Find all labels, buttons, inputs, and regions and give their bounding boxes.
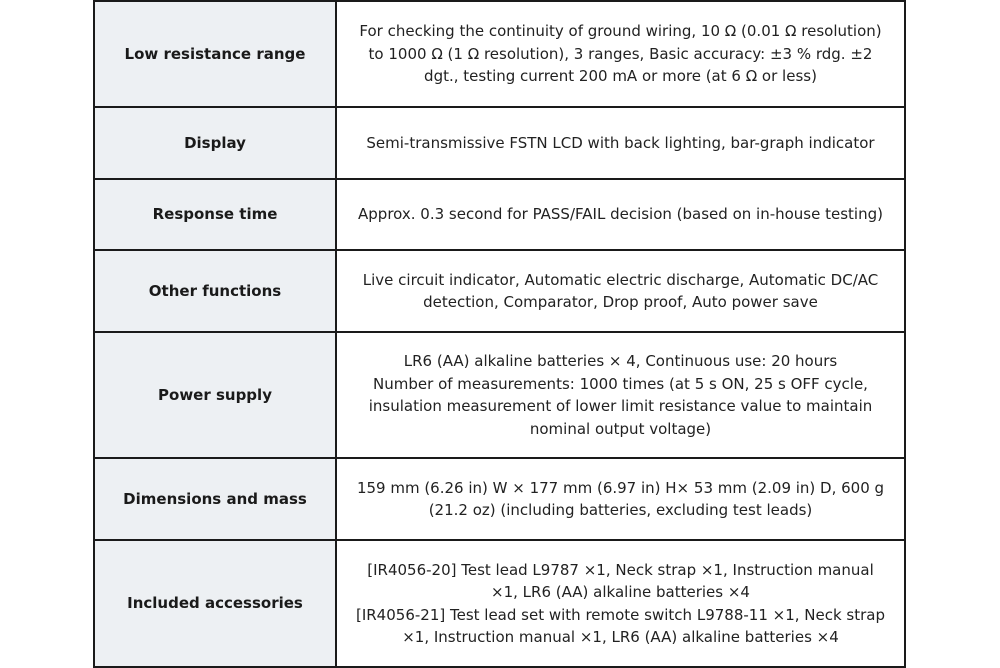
table-row-dimensions-and-mass <box>94 458 905 540</box>
row-value-line: [IR4056-21] Test lead set with remote switch L9788-11 ×1, Neck strap ×1, Instruction manual ×1, LR6 (AA) alkaline batteries ×4 <box>355 605 886 646</box>
row-label: Display <box>94 107 336 179</box>
table-row-low-resistance-range <box>94 1 905 107</box>
table-row-response-time <box>94 179 905 250</box>
row-value <box>336 107 905 179</box>
table-row-display <box>94 107 905 179</box>
table-row-power-supply <box>94 332 905 458</box>
spec-table <box>93 0 906 668</box>
row-value-line: Live circuit indicator, Automatic electric discharge, Automatic DC/AC detection, Comparator, Drop proof, Auto power save <box>362 270 879 311</box>
row-label: Response time <box>94 179 336 250</box>
row-value <box>336 540 905 667</box>
row-value-line: 159 mm (6.26 in) W × 177 mm (6.97 in) H× 53 mm (2.09 in) D, 600 g (21.2 oz) (including batteries, excluding test leads) <box>356 478 885 519</box>
row-value-line: [IR4056-20] Test lead L9787 ×1, Neck strap ×1, Instruction manual ×1, LR6 (AA) alkaline batteries ×4 <box>367 560 874 601</box>
table-row-other-functions <box>94 250 905 332</box>
row-value <box>336 1 905 107</box>
row-label: Low resistance range <box>94 1 336 107</box>
row-label: Included accessories <box>94 540 336 667</box>
row-value <box>336 458 905 540</box>
row-label: Other functions <box>94 250 336 332</box>
row-value-line: Semi-transmissive FSTN LCD with back lighting, bar-graph indicator <box>366 133 875 152</box>
row-value <box>336 332 905 458</box>
row-value <box>336 250 905 332</box>
row-label: Power supply <box>94 332 336 458</box>
row-value-line: For checking the continuity of ground wiring, 10 Ω (0.01 Ω resolution) to 1000 Ω (1 Ω resolution), 3 ranges, Basic accuracy: ±3 % rdg. ±2 dgt., testing current 200 mA or more (at 6 Ω or less) <box>359 22 882 86</box>
row-value-line: Number of measurements: 1000 times (at 5 s ON, 25 s OFF cycle, insulation measurement of lower limit resistance value to maintain nominal output voltage) <box>368 374 873 438</box>
row-label: Dimensions and mass <box>94 458 336 540</box>
row-value <box>336 179 905 250</box>
row-value-line: Approx. 0.3 second for PASS/FAIL decision (based on in-house testing) <box>358 205 883 224</box>
table-row-included-accessories <box>94 540 905 667</box>
row-value-line: LR6 (AA) alkaline batteries × 4, Continuous use: 20 hours <box>403 352 838 370</box>
